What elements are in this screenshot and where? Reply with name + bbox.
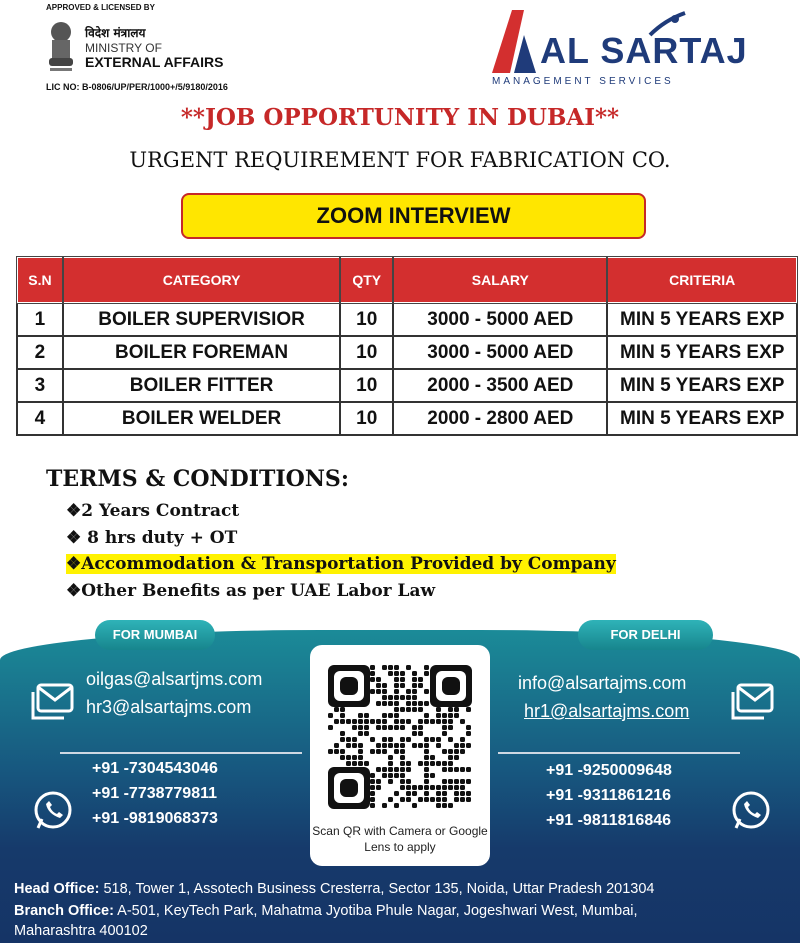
cell: 1 xyxy=(17,303,63,336)
ministry-line1: MINISTRY OF xyxy=(85,41,162,55)
head-office-address: 518, Tower 1, Assotech Business Cresterra, Sector 135, Noida, Uttar Pradesh 201304 xyxy=(99,881,655,897)
mumbai-phone[interactable]: +91 -7304543046 xyxy=(92,760,218,777)
cell: 2 xyxy=(17,336,63,369)
ministry-line2: EXTERNAL AFFAIRS xyxy=(85,54,224,70)
mumbai-phone[interactable]: +91 -9819068373 xyxy=(92,810,218,827)
cell: MIN 5 YEARS EXP xyxy=(607,303,797,336)
interview-badge: ZOOM INTERVIEW xyxy=(181,193,646,239)
mumbai-label: FOR MUMBAI xyxy=(95,620,215,650)
branch-office-line2: Maharashtra 400102 xyxy=(14,923,148,939)
brand-subtitle: MANAGEMENT SERVICES xyxy=(492,76,674,87)
term-item: ❖ 8 hrs duty + OT xyxy=(66,528,238,548)
delhi-email[interactable]: hr1@alsartajms.com xyxy=(524,701,690,721)
cell: 3 xyxy=(17,369,63,402)
cell: MIN 5 YEARS EXP xyxy=(607,402,797,435)
delhi-phone[interactable]: +91 -9811816846 xyxy=(546,812,672,829)
cell: 3000 - 5000 AED xyxy=(393,336,607,369)
table-row xyxy=(17,402,797,435)
cell: MIN 5 YEARS EXP xyxy=(607,336,797,369)
cell: BOILER WELDER xyxy=(63,402,340,435)
col-category: CATEGORY xyxy=(63,257,340,303)
cell: MIN 5 YEARS EXP xyxy=(607,369,797,402)
table-row xyxy=(17,303,797,336)
page-title: **JOB OPPORTUNITY IN DUBAI** xyxy=(180,104,620,131)
cell: 2000 - 3500 AED xyxy=(393,369,607,402)
mumbai-email[interactable]: oilgas@alsartjms.com xyxy=(86,669,263,689)
divider xyxy=(498,752,740,754)
jobs-table xyxy=(16,256,798,436)
delhi-phone[interactable]: +91 -9311861216 xyxy=(546,787,672,804)
col-salary: SALARY xyxy=(393,257,607,303)
cell: 10 xyxy=(340,369,393,402)
cell: BOILER FOREMAN xyxy=(63,336,340,369)
terms-heading: TERMS & CONDITIONS: xyxy=(46,466,349,492)
cell: 10 xyxy=(340,402,393,435)
whatsapp-icon xyxy=(730,790,772,832)
branch-office-label: Branch Office: xyxy=(14,903,114,919)
mumbai-email[interactable]: hr3@alsartajms.com xyxy=(86,697,252,717)
head-office xyxy=(14,881,655,897)
cell: BOILER SUPERVISIOR xyxy=(63,303,340,336)
delhi-email[interactable]: info@alsartajms.com xyxy=(518,673,687,693)
cell: 10 xyxy=(340,336,393,369)
mail-icon xyxy=(30,682,74,722)
mail-icon xyxy=(730,682,774,722)
ministry-hindi: विदेश मंत्रालय xyxy=(85,26,146,40)
cell: 10 xyxy=(340,303,393,336)
table-row xyxy=(17,369,797,402)
branch-office xyxy=(14,903,638,919)
cell: 3000 - 5000 AED xyxy=(393,303,607,336)
table-row xyxy=(17,336,797,369)
national-emblem-icon xyxy=(44,20,78,74)
cell: 4 xyxy=(17,402,63,435)
page-subtitle: URGENT REQUIREMENT FOR FABRICATION CO. xyxy=(129,148,671,172)
qr-code-icon[interactable] xyxy=(328,661,472,813)
divider xyxy=(60,752,302,754)
delhi-phone[interactable]: +91 -9250009648 xyxy=(546,762,672,779)
term-item: ❖2 Years Contract xyxy=(66,501,240,521)
cell: BOILER FITTER xyxy=(63,369,340,402)
col-qty: QTY xyxy=(340,257,393,303)
brand-name: AL SARTAJ xyxy=(540,30,748,71)
cell: 2000 - 2800 AED xyxy=(393,402,607,435)
whatsapp-icon xyxy=(32,790,74,832)
qr-instruction: Scan QR with Camera or Google Lens to apply xyxy=(312,824,488,854)
head-office-label: Head Office: xyxy=(14,881,100,897)
mumbai-phone[interactable]: +91 -7738779811 xyxy=(92,785,218,802)
table-header-row xyxy=(17,257,797,303)
term-item: ❖Other Benefits as per UAE Labor Law xyxy=(66,581,436,601)
branch-office-address: A-501, KeyTech Park, Mahatma Jyotiba Phule Nagar, Jogeshwari West, Mumbai, xyxy=(113,903,638,919)
col-sn: S.N xyxy=(17,257,63,303)
col-criteria: CRITERIA xyxy=(607,257,797,303)
delhi-label: FOR DELHI xyxy=(578,620,713,650)
approved-label: APPROVED & LICENSED BY xyxy=(46,3,155,12)
term-item-highlighted: ❖Accommodation & Transportation Provided by Company xyxy=(66,554,616,574)
license-number: LIC NO: B-0806/UP/PER/1000+/5/9180/2016 xyxy=(46,82,228,92)
